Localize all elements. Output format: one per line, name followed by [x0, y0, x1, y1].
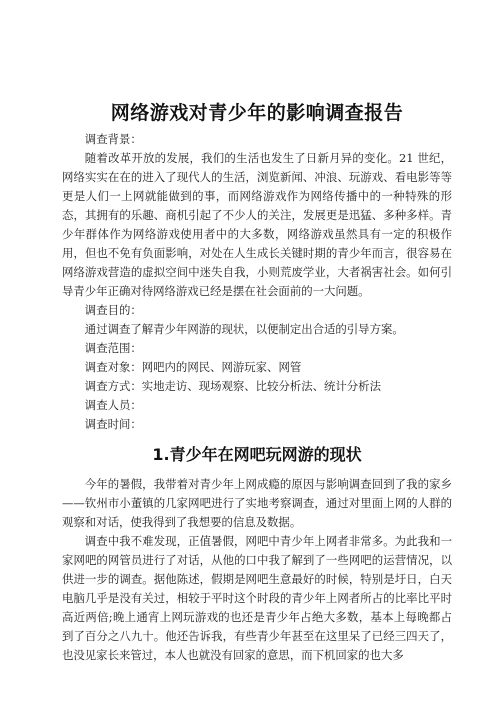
scope-label: 调查范围：	[84, 341, 142, 355]
methods-line: 调查方式：实地走访、现场观察、比较分析法、统计分析法	[84, 379, 381, 393]
background-paragraph: 随着改革开放的发展，我们的生活也发生了日新月异的变化。21 世纪，网络实实在在的进入了现代人的生活，浏览新闻、冲浪、玩游戏、看电影等等更是人们一上网就能做到的事，而网络游戏作为网络传播中的一种特殊的形态，其拥有的乐趣、商机引起了不少人的关注，发展更是迅猛、多种多样。青少年群体作为网络游戏使用者中的大多数，网络游戏虽然具有一定的积极作用，但也不免有负面影响，对处在人生成长关键时期的青少年而言，很容易在网络游戏营造的虚拟空间中迷失自我，小则荒废学业，大者祸害社会。如何引导青少年正确对待网络游戏已经是摆在社会面前的一大问题。	[62, 151, 452, 298]
document-page	[62, 100, 452, 665]
section-heading: 1.青少年在网吧玩网游的现状	[152, 445, 362, 464]
purpose-paragraph: 通过调查了解青少年网游的现状，以便制定出合适的引导方案。	[84, 322, 404, 336]
background-label: 调查背景：	[84, 132, 142, 146]
staff-line: 调查人员：	[84, 398, 142, 412]
section-paragraph-2: 调查中我不难发现，正值暑假，网吧中青少年上网者非常多。为此我和一家网吧的网管员进行了对话，从他的口中我了解到了一些网吧的运营情况，以供进一步的调查。据他陈述，假期是网吧生意最好的时候，特别是圩日，白天电脑几乎是没有关过，相较于平时这个时段的青少年上网者所占的比率比平时高近两倍;晚上通宵上网玩游戏的也还是青少年占绝大多数，基本上每晚都占到了百分之八九十。他还告诉我，有些青少年甚至在这里呆了已经三四天了，也没见家长来管过，本人也就没有回家的意思，而下机回家的也大多	[62, 534, 452, 662]
purpose-label: 调查目的：	[84, 303, 142, 317]
time-line: 调查时间：	[84, 417, 142, 431]
subjects-line: 调查对象：网吧内的网民、网游玩家、网管	[84, 360, 302, 374]
page-title: 网络游戏对青少年的影响调查报告	[110, 102, 404, 124]
section-paragraph-1: 今年的暑假，我带着对青少年上网成瘾的原因与影响调查回到了我的家乡——钦州市小董镇的几家网吧进行了实地考察调查，通过对里面上网的人群的观察和对话，使我得到了我想要的信息及数据。	[62, 477, 452, 529]
